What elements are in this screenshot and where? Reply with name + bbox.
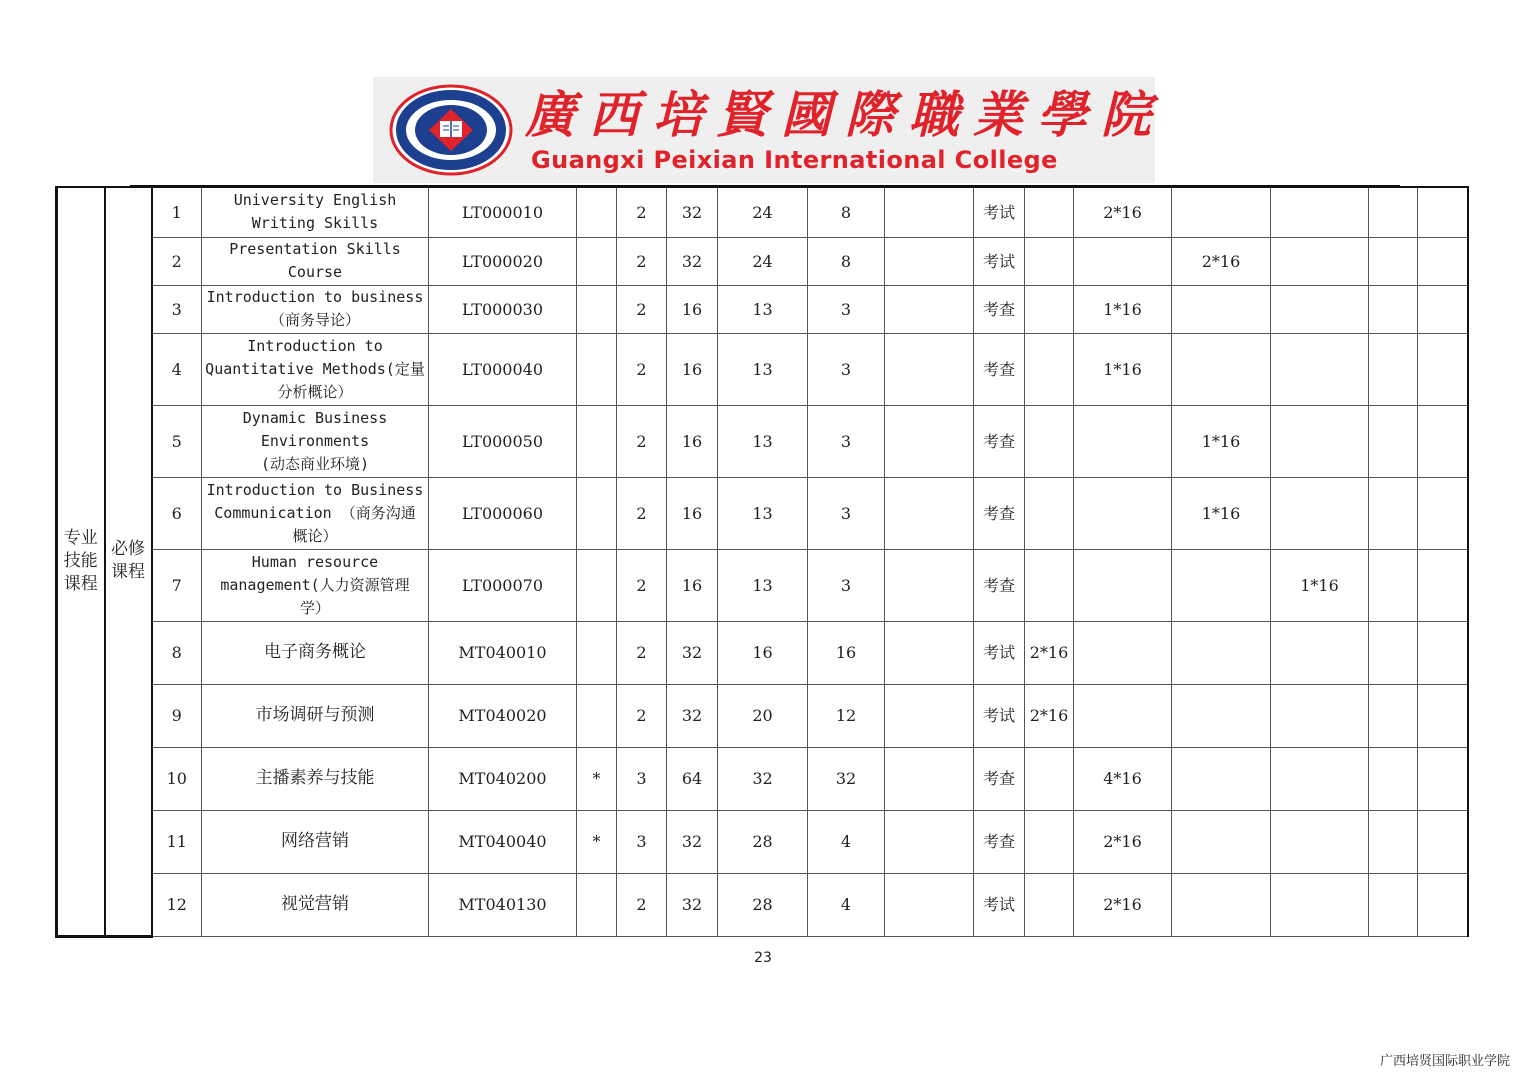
course-table [55, 186, 1469, 938]
semester-6 [1418, 684, 1468, 747]
total-hours: 16 [667, 285, 718, 333]
total-hours: 32 [667, 237, 718, 285]
semester-5 [1369, 684, 1418, 747]
semester-3 [1172, 684, 1271, 747]
theory-hours: 28 [718, 810, 808, 873]
semester-2 [1074, 477, 1172, 549]
practice-hours: 3 [808, 477, 885, 549]
semester-5 [1369, 810, 1418, 873]
semester-5 [1369, 873, 1418, 936]
row-number: 8 [152, 621, 202, 684]
course-name [202, 684, 429, 747]
row-number: 10 [152, 747, 202, 810]
row-number: 12 [152, 873, 202, 936]
credits: 2 [617, 684, 667, 747]
assessment-type: 考查 [974, 549, 1025, 621]
credits: 2 [617, 873, 667, 936]
credits: 2 [617, 405, 667, 477]
core-mark [577, 333, 617, 405]
semester-6 [1418, 405, 1468, 477]
row-number: 11 [152, 810, 202, 873]
semester-1 [1025, 810, 1074, 873]
total-hours: 32 [667, 873, 718, 936]
credits: 2 [617, 237, 667, 285]
semester-4 [1271, 747, 1369, 810]
assessment-type: 考查 [974, 810, 1025, 873]
course-name [202, 549, 429, 621]
core-mark [577, 621, 617, 684]
semester-3 [1172, 285, 1271, 333]
core-mark [577, 405, 617, 477]
semester-6 [1418, 477, 1468, 549]
course-name [202, 405, 429, 477]
row-number: 5 [152, 405, 202, 477]
course-table-body [57, 187, 1468, 936]
practice-hours: 3 [808, 405, 885, 477]
category-cell [57, 187, 105, 936]
blank-cell [885, 810, 974, 873]
core-mark [577, 873, 617, 936]
course-name-line: management(人力资源管理 [220, 575, 410, 594]
semester-1 [1025, 873, 1074, 936]
semester-3 [1172, 810, 1271, 873]
table-row [57, 187, 1468, 237]
category-line: 技能 [63, 550, 98, 571]
semester-2 [1074, 237, 1172, 285]
semester-1 [1025, 747, 1074, 810]
table-row [57, 747, 1468, 810]
core-mark [577, 187, 617, 237]
semester-6 [1418, 621, 1468, 684]
semester-5 [1369, 477, 1418, 549]
subcategory-line: 必修 [111, 539, 145, 560]
total-hours: 16 [667, 333, 718, 405]
semester-6 [1418, 747, 1468, 810]
course-name-line: 网络营销 [281, 831, 349, 851]
course-name-line: 概论） [292, 526, 338, 545]
total-hours: 16 [667, 549, 718, 621]
semester-5 [1369, 747, 1418, 810]
course-name [202, 333, 429, 405]
course-name [202, 237, 429, 285]
theory-hours: 20 [718, 684, 808, 747]
semester-2: 1*16 [1074, 333, 1172, 405]
course-name-line: Presentation Skills [229, 240, 401, 258]
assessment-type: 考试 [974, 237, 1025, 285]
course-code: MT040040 [429, 810, 577, 873]
course-name-line: Introduction to Business [206, 480, 424, 499]
practice-hours: 32 [808, 747, 885, 810]
core-mark: * [577, 747, 617, 810]
semester-4 [1271, 405, 1369, 477]
course-name-line: 学） [299, 598, 330, 617]
semester-1 [1025, 549, 1074, 621]
course-name [202, 285, 429, 333]
theory-hours: 13 [718, 549, 808, 621]
practice-hours: 3 [808, 285, 885, 333]
semester-5 [1369, 187, 1418, 237]
table-row [57, 810, 1468, 873]
semester-3 [1172, 187, 1271, 237]
row-number: 1 [152, 187, 202, 237]
table-row [57, 405, 1468, 477]
semester-3 [1172, 621, 1271, 684]
course-code: LT000020 [429, 237, 577, 285]
theory-hours: 13 [718, 285, 808, 333]
semester-2 [1074, 549, 1172, 621]
practice-hours: 16 [808, 621, 885, 684]
table-row [57, 285, 1468, 333]
credits: 2 [617, 549, 667, 621]
practice-hours: 4 [808, 873, 885, 936]
semester-1: 2*16 [1025, 621, 1074, 684]
semester-4 [1271, 333, 1369, 405]
total-hours: 16 [667, 405, 718, 477]
subcategory-cell [105, 187, 152, 936]
category-line: 专业 [63, 527, 98, 548]
semester-6 [1418, 810, 1468, 873]
core-mark [577, 285, 617, 333]
footer-org-name: 广西培贤国际职业学院 [1379, 1054, 1510, 1069]
semester-3 [1172, 333, 1271, 405]
semester-1: 2*16 [1025, 684, 1074, 747]
semester-2: 4*16 [1074, 747, 1172, 810]
semester-1 [1025, 333, 1074, 405]
semester-5 [1369, 333, 1418, 405]
course-name-line: 主播素养与技能 [255, 768, 375, 788]
semester-4 [1271, 477, 1369, 549]
blank-cell [885, 333, 974, 405]
theory-hours: 13 [718, 405, 808, 477]
course-code: MT040010 [429, 621, 577, 684]
semester-6 [1418, 285, 1468, 333]
semester-1 [1025, 285, 1074, 333]
course-name [202, 747, 429, 810]
college-seal-logo [389, 83, 523, 177]
semester-5 [1369, 621, 1418, 684]
course-name [202, 187, 429, 237]
course-code: LT000040 [429, 333, 577, 405]
subcategory-line: 课程 [111, 562, 145, 583]
table-row [57, 237, 1468, 285]
row-number: 7 [152, 549, 202, 621]
credits: 2 [617, 187, 667, 237]
course-code: LT000050 [429, 405, 577, 477]
assessment-type: 考查 [974, 477, 1025, 549]
course-name-line: Communication （商务沟通 [214, 503, 416, 522]
semester-1 [1025, 477, 1074, 549]
table-row [57, 621, 1468, 684]
semester-1 [1025, 237, 1074, 285]
credits: 2 [617, 477, 667, 549]
assessment-type: 考试 [974, 684, 1025, 747]
course-name-line: Course [287, 263, 343, 281]
college-name-chinese: 廣西培賢國際職業學院 [525, 85, 1165, 144]
course-name-line: Introduction to business [206, 288, 424, 306]
blank-cell [885, 405, 974, 477]
core-mark: * [577, 810, 617, 873]
blank-cell [885, 237, 974, 285]
course-name-line: Environments [260, 431, 370, 450]
semester-3 [1172, 873, 1271, 936]
semester-2: 2*16 [1074, 873, 1172, 936]
theory-hours: 32 [718, 747, 808, 810]
practice-hours: 3 [808, 549, 885, 621]
practice-hours: 3 [808, 333, 885, 405]
core-mark [577, 549, 617, 621]
semester-3: 2*16 [1172, 237, 1271, 285]
course-name-line: University English [233, 191, 397, 210]
category-line: 课程 [63, 573, 98, 594]
semester-2 [1074, 405, 1172, 477]
assessment-type: 考试 [974, 873, 1025, 936]
credits: 3 [617, 747, 667, 810]
core-mark [577, 477, 617, 549]
assessment-type: 考查 [974, 405, 1025, 477]
blank-cell [885, 477, 974, 549]
practice-hours: 4 [808, 810, 885, 873]
table-row [57, 477, 1468, 549]
blank-cell [885, 285, 974, 333]
assessment-type: 考试 [974, 187, 1025, 237]
row-number: 9 [152, 684, 202, 747]
course-code: LT000010 [429, 187, 577, 237]
semester-3: 1*16 [1172, 405, 1271, 477]
row-number: 3 [152, 285, 202, 333]
course-name-line: Human resource [251, 552, 379, 571]
blank-cell [885, 621, 974, 684]
core-mark [577, 237, 617, 285]
practice-hours: 12 [808, 684, 885, 747]
semester-6 [1418, 333, 1468, 405]
theory-hours: 16 [718, 621, 808, 684]
blank-cell [885, 684, 974, 747]
course-name-line: 电子商务概论 [264, 642, 366, 662]
course-code: LT000060 [429, 477, 577, 549]
course-code: LT000070 [429, 549, 577, 621]
credits: 2 [617, 621, 667, 684]
semester-3: 1*16 [1172, 477, 1271, 549]
assessment-type: 考试 [974, 621, 1025, 684]
blank-cell [885, 873, 974, 936]
semester-5 [1369, 285, 1418, 333]
total-hours: 64 [667, 747, 718, 810]
credits: 2 [617, 285, 667, 333]
semester-6 [1418, 187, 1468, 237]
semester-6 [1418, 237, 1468, 285]
semester-3 [1172, 747, 1271, 810]
theory-hours: 13 [718, 333, 808, 405]
semester-4 [1271, 285, 1369, 333]
course-name [202, 621, 429, 684]
theory-hours: 13 [718, 477, 808, 549]
total-hours: 32 [667, 810, 718, 873]
assessment-type: 考查 [974, 285, 1025, 333]
semester-3 [1172, 549, 1271, 621]
semester-4 [1271, 187, 1369, 237]
total-hours: 32 [667, 187, 718, 237]
course-name-line: Writing Skills [251, 214, 379, 233]
semester-2: 2*16 [1074, 810, 1172, 873]
header-banner [373, 77, 1165, 183]
course-name-line: Introduction to [247, 336, 383, 355]
course-code: LT000030 [429, 285, 577, 333]
semester-4 [1271, 237, 1369, 285]
theory-hours: 24 [718, 237, 808, 285]
theory-hours: 28 [718, 873, 808, 936]
semester-2 [1074, 621, 1172, 684]
table-row [57, 873, 1468, 936]
course-name-line: Dynamic Business [242, 408, 388, 427]
course-name [202, 873, 429, 936]
semester-4 [1271, 873, 1369, 936]
practice-hours: 8 [808, 237, 885, 285]
semester-6 [1418, 873, 1468, 936]
credits: 2 [617, 333, 667, 405]
course-name-line: Quantitative Methods(定量 [205, 359, 425, 378]
semester-4 [1271, 684, 1369, 747]
assessment-type: 考查 [974, 333, 1025, 405]
theory-hours: 24 [718, 187, 808, 237]
table-row [57, 333, 1468, 405]
row-number: 4 [152, 333, 202, 405]
course-name-line: 视觉营销 [281, 894, 349, 914]
total-hours: 16 [667, 477, 718, 549]
blank-cell [885, 747, 974, 810]
blank-cell [885, 549, 974, 621]
semester-6 [1418, 549, 1468, 621]
semester-2 [1074, 684, 1172, 747]
course-name [202, 810, 429, 873]
row-number: 2 [152, 237, 202, 285]
course-name-line: 市场调研与预测 [255, 705, 375, 725]
course-code: MT040200 [429, 747, 577, 810]
practice-hours: 8 [808, 187, 885, 237]
course-code: MT040130 [429, 873, 577, 936]
course-table-container [55, 186, 1469, 938]
semester-4 [1271, 810, 1369, 873]
semester-2: 1*16 [1074, 285, 1172, 333]
core-mark [577, 684, 617, 747]
table-row [57, 684, 1468, 747]
course-name-line: 分析概论） [277, 382, 353, 401]
semester-5 [1369, 237, 1418, 285]
total-hours: 32 [667, 621, 718, 684]
semester-2: 2*16 [1074, 187, 1172, 237]
semester-1 [1025, 405, 1074, 477]
semester-1 [1025, 187, 1074, 237]
semester-5 [1369, 405, 1418, 477]
row-number: 6 [152, 477, 202, 549]
page-number: 23 [754, 950, 772, 966]
semester-4: 1*16 [1271, 549, 1369, 621]
semester-4 [1271, 621, 1369, 684]
course-name-line: （商务导论） [269, 311, 360, 329]
table-row [57, 549, 1468, 621]
course-name [202, 477, 429, 549]
course-code: MT040020 [429, 684, 577, 747]
total-hours: 32 [667, 684, 718, 747]
semester-5 [1369, 549, 1418, 621]
course-name-line: (动态商业环境) [260, 454, 370, 473]
college-name-english: Guangxi Peixian International College [531, 146, 1058, 174]
assessment-type: 考查 [974, 747, 1025, 810]
blank-cell [885, 187, 974, 237]
credits: 3 [617, 810, 667, 873]
